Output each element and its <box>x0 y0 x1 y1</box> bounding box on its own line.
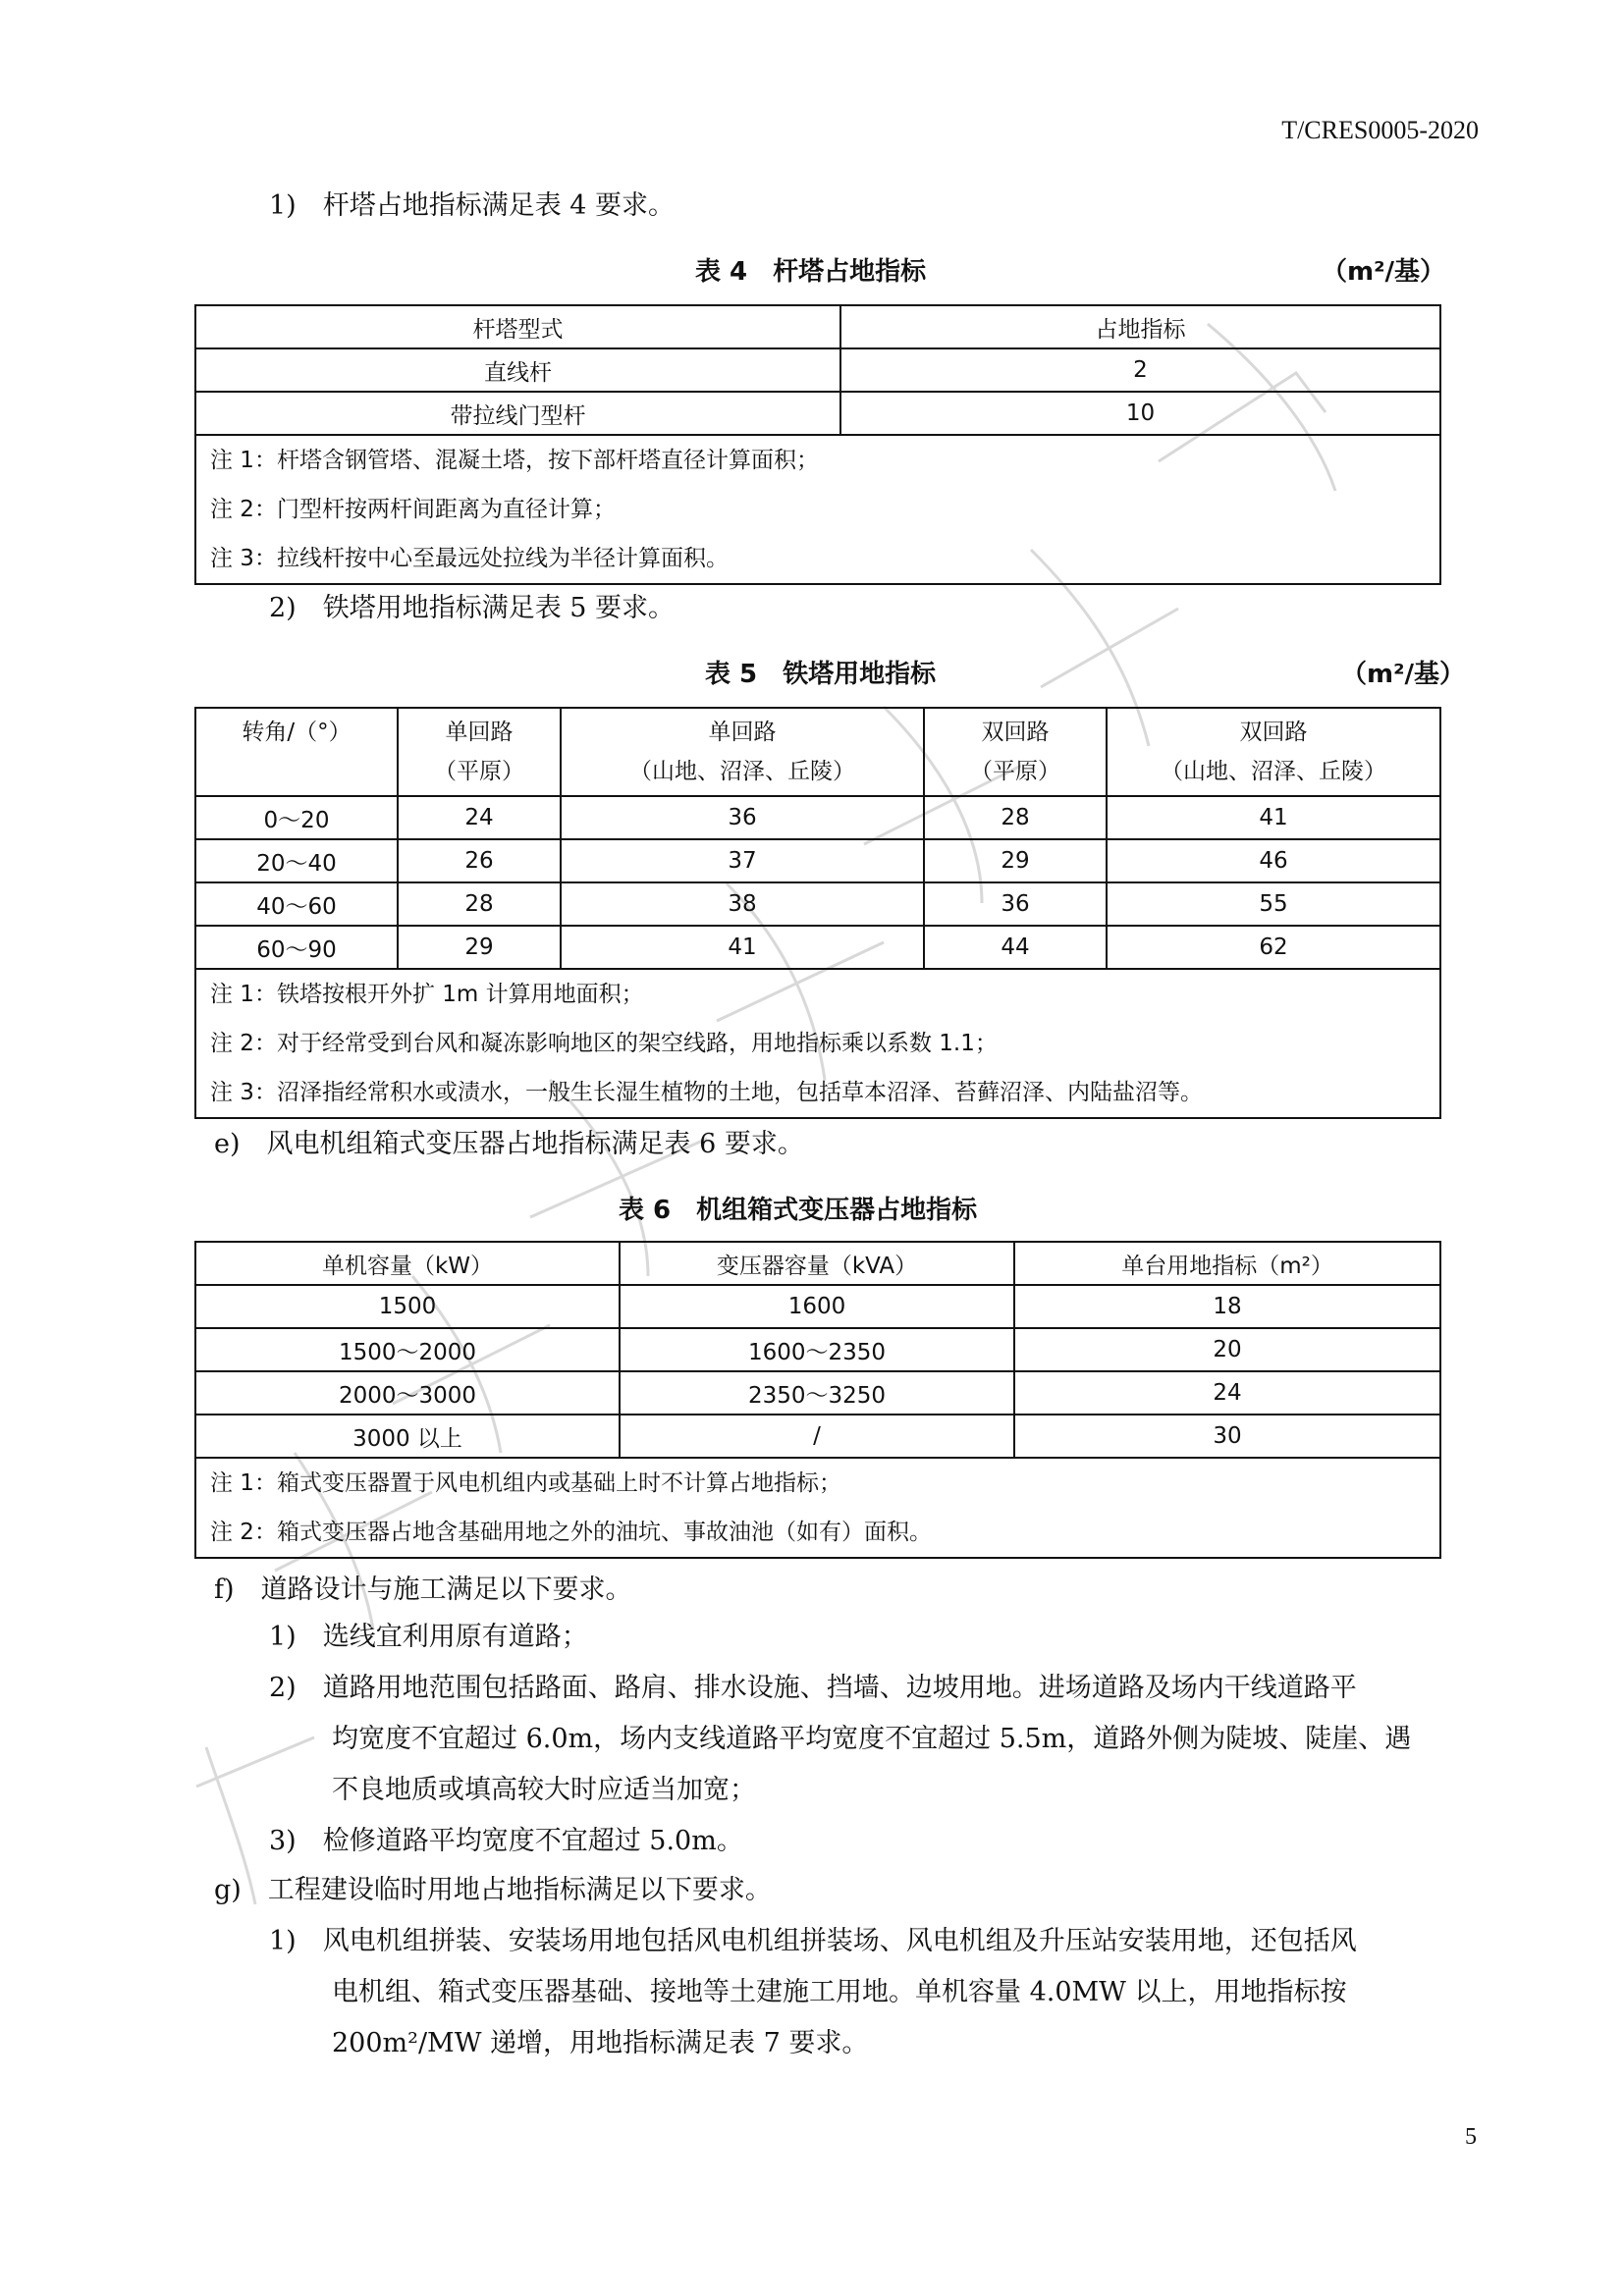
table-row <box>195 796 1440 839</box>
table4-header-cell: 占地指标 <box>840 305 1440 348</box>
table-cell: 10 <box>840 392 1440 435</box>
header-line: 转角/（°） <box>242 720 352 745</box>
clause-f2-line1: 2) 道路用地范围包括路面、路肩、排水设施、挡墙、边坡用地。进场道路及场内干线道路平 <box>269 1673 1357 1703</box>
table4-unit: （m²/基） <box>1322 257 1445 287</box>
table-note: 注 2：箱式变压器占地含基础用地之外的油坑、事故油池（如有）面积。 <box>210 1520 932 1545</box>
header-line: 单回路 <box>445 720 514 745</box>
clause-g1-line1: 1) 风电机组拼装、安装场用地包括风电机组拼装场、风电机组及升压站安装用地，还包括风 <box>269 1926 1357 1956</box>
table-cell: 24 <box>398 796 561 839</box>
table-cell: 36 <box>924 882 1107 926</box>
table5-caption: 表 5 铁塔用地指标 <box>705 660 937 689</box>
table-cell: 28 <box>398 882 561 926</box>
clause-g1-line2: 电机组、箱式变压器基础、接地等土建施工用地。单机容量 4.0MW 以上，用地指标按 <box>332 1977 1347 2007</box>
header-line: 单回路 <box>708 720 777 745</box>
table6-notes <box>195 1458 1440 1558</box>
table6 <box>194 1241 1441 1559</box>
table-cell: 20 <box>1014 1328 1440 1371</box>
table-cell: 28 <box>924 796 1107 839</box>
table4 <box>194 304 1441 585</box>
header-line: 双回路 <box>1239 720 1308 745</box>
table5-header-cell <box>398 708 561 796</box>
table5-notes <box>195 969 1440 1118</box>
table6-header-cell: 单机容量（kW） <box>195 1242 620 1285</box>
table6-header-cell: 变压器容量（kVA） <box>620 1242 1014 1285</box>
clause-f1: 1) 选线宜利用原有道路； <box>269 1622 588 1652</box>
table5-unit: （m²/基） <box>1341 660 1465 689</box>
table-cell: 26 <box>398 839 561 882</box>
table5-header-cell <box>1107 708 1440 796</box>
table4-caption: 表 4 杆塔占地指标 <box>695 257 927 287</box>
table6-caption: 表 6 机组箱式变压器占地指标 <box>619 1196 978 1225</box>
table-cell: 41 <box>1107 796 1440 839</box>
table-cell: 38 <box>561 882 924 926</box>
table5-header-cell <box>561 708 924 796</box>
clause-f3: 3) 检修道路平均宽度不宜超过 5.0m。 <box>269 1826 743 1856</box>
table-cell: 40～60 <box>195 882 398 926</box>
table-cell: 3000 以上 <box>195 1415 620 1458</box>
table-row <box>195 1415 1440 1458</box>
table-row <box>195 1328 1440 1371</box>
clause-g-temporary-land: g) 工程建设临时用地占地指标满足以下要求。 <box>214 1875 772 1905</box>
header-line: （山地、沼泽、丘陵） <box>629 759 855 784</box>
clause-f2-line2: 均宽度不宜超过 6.0m，场内支线道路平均宽度不宜超过 5.5m，道路外侧为陡坡、陡崖、遇 <box>332 1724 1412 1754</box>
table-cell: 30 <box>1014 1415 1440 1458</box>
table-cell: / <box>620 1415 1014 1458</box>
clause-f2-line3: 不良地质或填高较大时应适当加宽； <box>332 1775 756 1805</box>
table5 <box>194 707 1441 1119</box>
header-line: （平原） <box>434 759 524 784</box>
table-note: 注 2：对于经常受到台风和凝冻影响地区的架空线路，用地指标乘以系数 1.1； <box>210 1031 998 1056</box>
header-line: 双回路 <box>981 720 1050 745</box>
table-row <box>195 348 1440 392</box>
table-row <box>195 882 1440 926</box>
table-row <box>195 1371 1440 1415</box>
page-number: 5 <box>1465 2124 1477 2150</box>
header-line: （平原） <box>970 759 1060 784</box>
table-cell: 62 <box>1107 926 1440 969</box>
table-cell: 2 <box>840 348 1440 392</box>
table-cell: 41 <box>561 926 924 969</box>
document-code: T/CRES0005-2020 <box>1281 116 1479 144</box>
table4-notes <box>195 435 1440 584</box>
table-cell: 46 <box>1107 839 1440 882</box>
clause-1-tower-footprint: 1) 杆塔占地指标满足表 4 要求。 <box>269 190 676 221</box>
table-note: 注 3：拉线杆按中心至最远处拉线为半径计算面积。 <box>210 546 729 571</box>
header-line: （山地、沼泽、丘陵） <box>1161 759 1386 784</box>
table-cell: 29 <box>924 839 1107 882</box>
table5-header-cell <box>924 708 1107 796</box>
clause-e-box-transformer: e) 风电机组箱式变压器占地指标满足表 6 要求。 <box>214 1129 804 1159</box>
header-line <box>196 752 397 791</box>
table-cell: 24 <box>1014 1371 1440 1415</box>
table-cell: 60～90 <box>195 926 398 969</box>
table-row <box>195 1285 1440 1328</box>
table-row <box>195 392 1440 435</box>
table-cell: 0～20 <box>195 796 398 839</box>
table5-header-cell <box>195 708 398 796</box>
table-cell: 带拉线门型杆 <box>195 392 840 435</box>
table-cell: 20～40 <box>195 839 398 882</box>
table-cell: 37 <box>561 839 924 882</box>
table4-header-cell: 杆塔型式 <box>195 305 840 348</box>
table-note: 注 1：铁塔按根开外扩 1m 计算用地面积； <box>210 982 644 1007</box>
table-cell: 1600 <box>620 1285 1014 1328</box>
clause-f-road: f) 道路设计与施工满足以下要求。 <box>214 1575 632 1605</box>
table-cell: 18 <box>1014 1285 1440 1328</box>
table-row <box>195 926 1440 969</box>
table-cell: 2000～3000 <box>195 1371 620 1415</box>
table-row <box>195 839 1440 882</box>
table-note: 注 1：杆塔含钢管塔、混凝土塔，按下部杆塔直径计算面积； <box>210 448 819 473</box>
table-note: 注 2：门型杆按两杆间距离为直径计算； <box>210 497 616 522</box>
table-cell: 直线杆 <box>195 348 840 392</box>
table-cell: 1500～2000 <box>195 1328 620 1371</box>
table-cell: 36 <box>561 796 924 839</box>
table-cell: 44 <box>924 926 1107 969</box>
table-cell: 55 <box>1107 882 1440 926</box>
table-cell: 2350～3250 <box>620 1371 1014 1415</box>
table-cell: 1500 <box>195 1285 620 1328</box>
table6-header-cell: 单台用地指标（m²） <box>1014 1242 1440 1285</box>
clause-2-steel-tower: 2) 铁塔用地指标满足表 5 要求。 <box>269 593 676 623</box>
clause-g1-line3: 200m²/MW 递增，用地指标满足表 7 要求。 <box>332 2028 869 2058</box>
table-cell: 29 <box>398 926 561 969</box>
table-note: 注 3：沼泽指经常积水或渍水，一般生长湿生植物的土地，包括草本沼泽、苔藓沼泽、内陆盐沼等。 <box>210 1080 1203 1105</box>
table-cell: 1600～2350 <box>620 1328 1014 1371</box>
table-note: 注 1：箱式变压器置于风电机组内或基础上时不计算占地指标； <box>210 1470 841 1496</box>
